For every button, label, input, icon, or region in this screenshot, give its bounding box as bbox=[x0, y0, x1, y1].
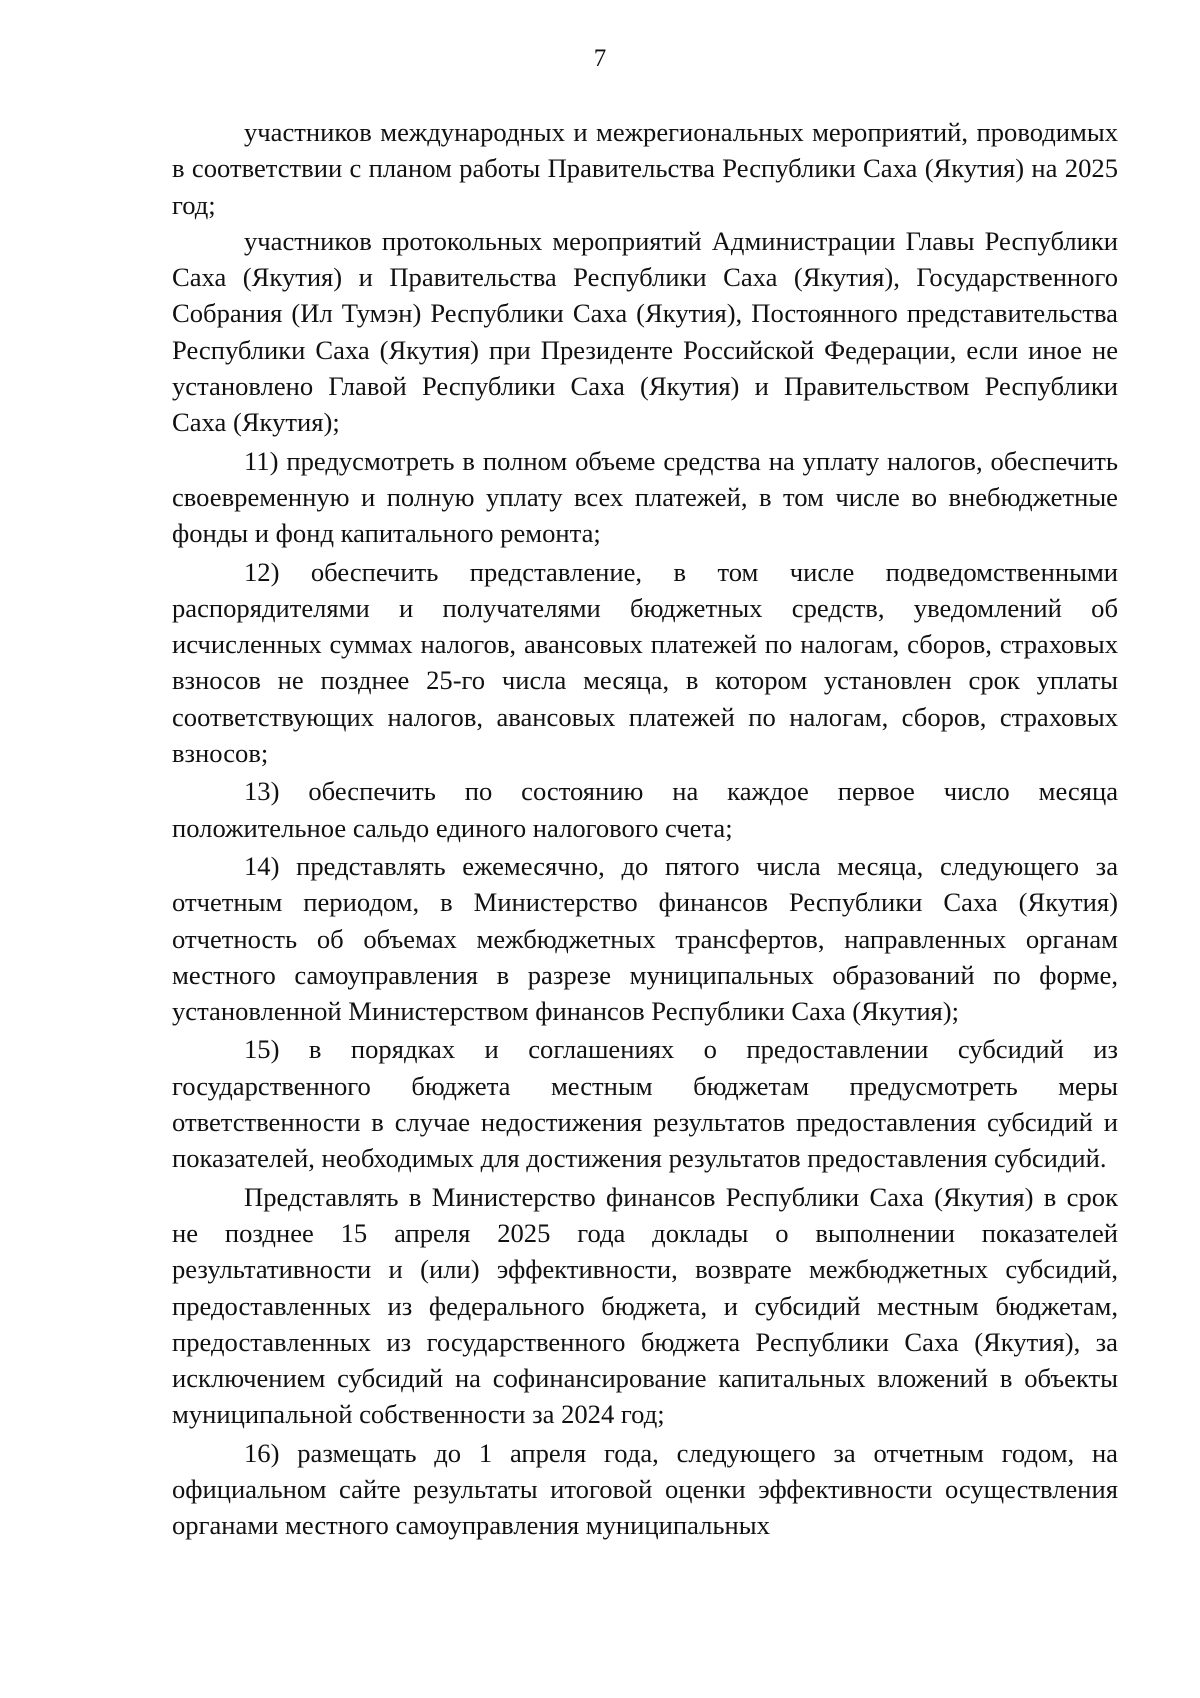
document-body bbox=[172, 114, 1118, 1544]
paragraph-item-15: 15) в порядках и соглашениях о предоставлении субсидий из государственного бюджета местным бюджетам предусмотреть меры ответственности в случае недостижения результатов предоставления субсидий и показателей, необходимых для достижения результатов предоставления субсидий. bbox=[172, 1034, 1118, 1174]
paragraph-item-13: 13) обеспечить по состоянию на каждое первое число месяца положительное сальдо единого налогового счета; bbox=[172, 776, 1118, 843]
paragraph-item-12: 12) обеспечить представление, в том числе подведомственными распорядителями и получателями бюджетных средств, уведомлений об исчисленных суммах налогов, авансовых платежей по налогам, сборов, страховых взносов не позднее 25-го числа месяца, в котором установлен срок уплаты соответствующих налогов, авансовых платежей по налогам, сборов, страховых взносов; bbox=[172, 556, 1118, 769]
paragraph-reporting-deadline: Представлять в Министерство финансов Республики Саха (Якутия) в срок не позднее 15 апреля 2025 года доклады о выполнении показателей результативности и (или) эффективности, возврате межбюджетных субсидий, предоставленных из федерального бюджета, и субсидий местным бюджетам, предоставленных из государственного бюджета Республики Саха (Якутия), за исключением субсидий на софинансирование капитальных вложений в объекты муниципальной собственности за 2024 год; bbox=[172, 1181, 1118, 1430]
paragraph-item-11: 11) предусмотреть в полном объеме средства на уплату налогов, обеспечить своевременную и полную уплату всех платежей, в том числе во внебюджетные фонды и фонд капитального ремонта; bbox=[172, 445, 1118, 549]
paragraph-international-participants: участников международных и межрегиональных мероприятий, проводимых в соответствии с планом работы Правительства Республики Саха (Якутия) на 2025 год; bbox=[172, 117, 1118, 220]
page-number: 7 bbox=[593, 45, 607, 72]
paragraph-item-14: 14) представлять ежемесячно, до пятого числа месяца, следующего за отчетным периодом, в Министерство финансов Республики Саха (Якутия) отчетность об объемах межбюджетных трансфертов, направленных органам местного самоуправления в разрезе муниципальных образований по форме, установленной Министерством финансов Республики Саха (Якутия); bbox=[172, 850, 1118, 1027]
paragraph-protocol-participants: участников протокольных мероприятий Администрации Главы Республики Саха (Якутия) и Правительства Республики Саха (Якутия), Государственного Собрания (Ил Тумэн) Республики Саха (Якутия), Постоянного представительства Республики Саха (Якутия) при Президенте Российской Федерации, если иное не установлено Главой Республики Саха (Якутия) и Правительством Республики Саха (Якутия); bbox=[172, 225, 1118, 438]
paragraph-item-16: 16) размещать до 1 апреля года, следующего за отчетным годом, на официальном сайте результаты итоговой оценки эффективности осуществления органами местного самоуправления муниципальных bbox=[172, 1437, 1118, 1541]
